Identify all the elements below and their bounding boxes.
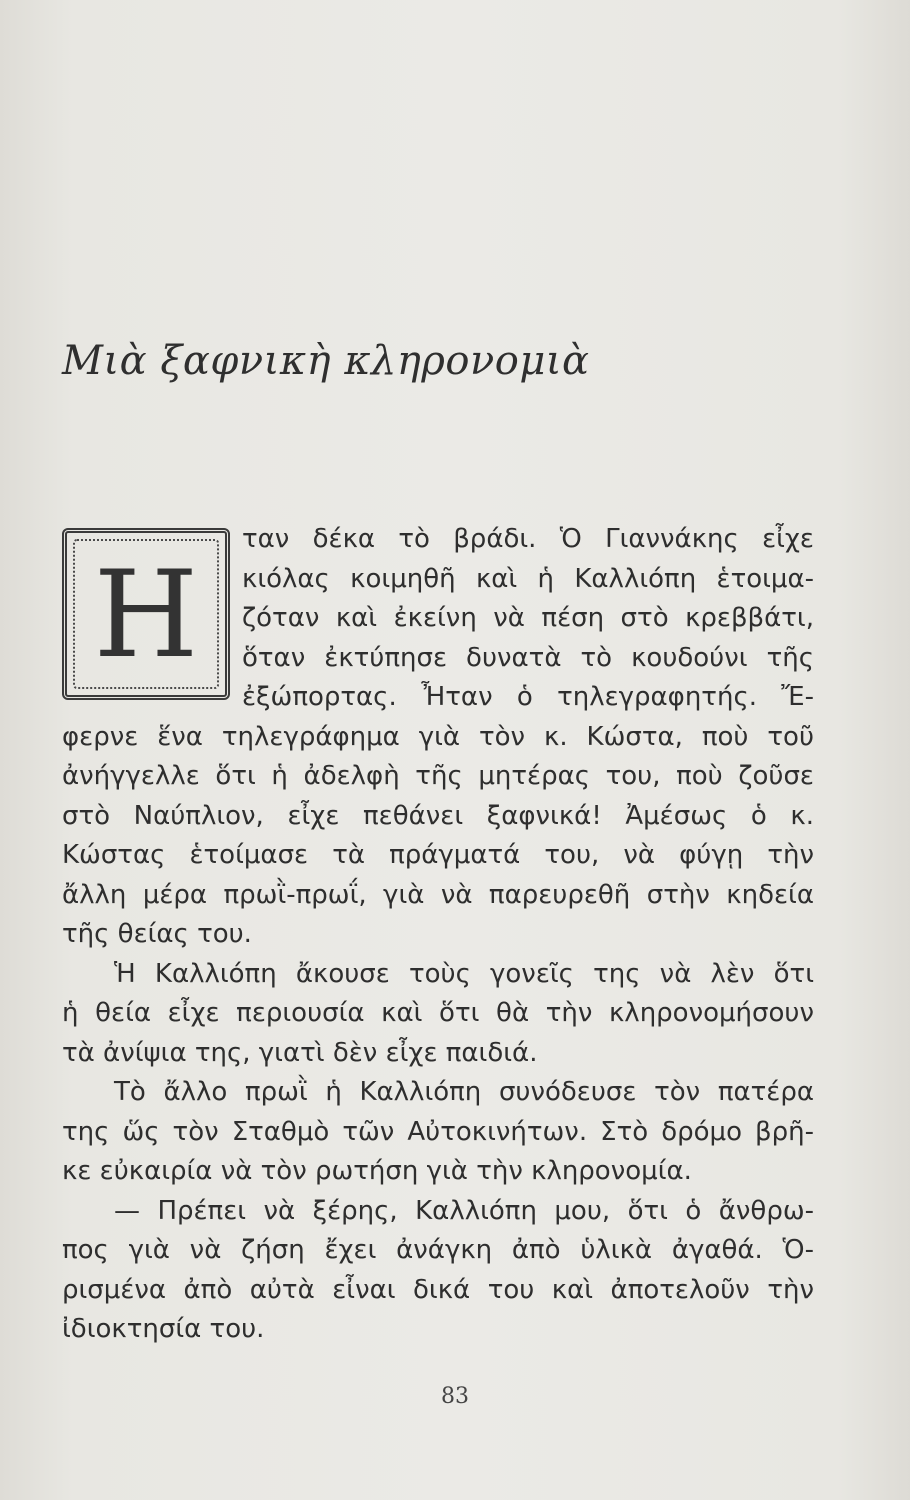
paragraph-1-continued xyxy=(62,718,814,955)
text-line: ζόταν καὶ ἐκείνη νὰ πέση στὸ κρεββάτι, xyxy=(242,603,814,633)
text-line: στὸ Ναύπλιον, εἶχε πεθάνει ξαφνικά! Ἀμέσως ὁ κ. xyxy=(62,800,814,831)
text-line: ἀνήγγελλε ὅτι ἡ ἀδελφὴ τῆς μητέρας του, ποὺ ζοῦσε xyxy=(62,761,814,791)
text-line: ὅταν ἐκτύπησε δυνατὰ τὸ κουδούνι τῆς xyxy=(242,642,814,673)
chapter-title: Μιὰ ξαφνικὴ κληρονομιὰ xyxy=(62,338,590,384)
dropcap-letter: Η xyxy=(93,546,199,685)
paragraph-1-wrapped xyxy=(62,520,814,718)
text-line: της ὥς τὸν Σταθμὸ τῶν Αὐτοκινήτων. Στὸ δρόμο βρῆ- xyxy=(62,1116,814,1147)
text-line: κιόλας κοιμηθῆ καὶ ἡ Καλλιόπη ἑτοιμα- xyxy=(242,563,814,594)
text-line: Ἡ Καλλιόπη ἄκουσε τοὺς γονεῖς της νὰ λὲν ὅτι xyxy=(114,958,814,989)
text-line: κε εὐκαιρία νὰ τὸν ρωτήση γιὰ τὴν κληρονομία. xyxy=(62,1156,692,1186)
paragraph-4 xyxy=(62,1192,814,1350)
text-line: ἰδιοκτησία του. xyxy=(62,1314,265,1344)
text-line: ταν δέκα τὸ βράδι. Ὁ Γιαννάκης εἶχε xyxy=(242,524,814,554)
text-line: τῆς θείας του. xyxy=(62,919,252,949)
text-line: πος γιὰ νὰ ζήση ἔχει ἀνάγκη ἀπὸ ὑλικὰ ἀγαθά. Ὁ- xyxy=(62,1235,814,1265)
text-line: φερνε ἕνα τηλεγράφημα γιὰ τὸν κ. Κώστα, ποὺ τοῦ xyxy=(62,721,814,752)
text-line: τὰ ἀνίψια της, γιατὶ δὲν εἶχε παιδιά. xyxy=(62,1037,538,1068)
text-line: ἡ θεία εἶχε περιουσία καὶ ὅτι θὰ τὴν κληρονομήσουν xyxy=(62,998,814,1028)
text-line: ἄλλη μέρα πρωῒ-πρωΐ, γιὰ νὰ παρευρεθῆ στὴν κηδεία xyxy=(62,879,814,910)
text-line: ἐξώπορτας. Ἦταν ὁ τηλεγραφητής. Ἔ- xyxy=(242,682,814,712)
page-number: 83 xyxy=(441,1384,469,1409)
body-text xyxy=(62,520,814,1350)
text-line: ρισμένα ἀπὸ αὐτὰ εἶναι δικά του καὶ ἀποτελοῦν τὴν xyxy=(62,1274,814,1305)
paragraph-3 xyxy=(62,1073,814,1192)
text-line: Τὸ ἄλλο πρωῒ ἡ Καλλιόπη συνόδευσε τὸν πατέρα xyxy=(114,1077,814,1107)
text-line: — Πρέπει νὰ ξέρης, Καλλιόπη μου, ὅτι ὁ ἄνθρω- xyxy=(114,1195,814,1226)
paragraph-2 xyxy=(62,955,814,1074)
text-line: Κώστας ἑτοίμασε τὰ πράγματά του, νὰ φύγῃ τὴν xyxy=(62,840,814,870)
